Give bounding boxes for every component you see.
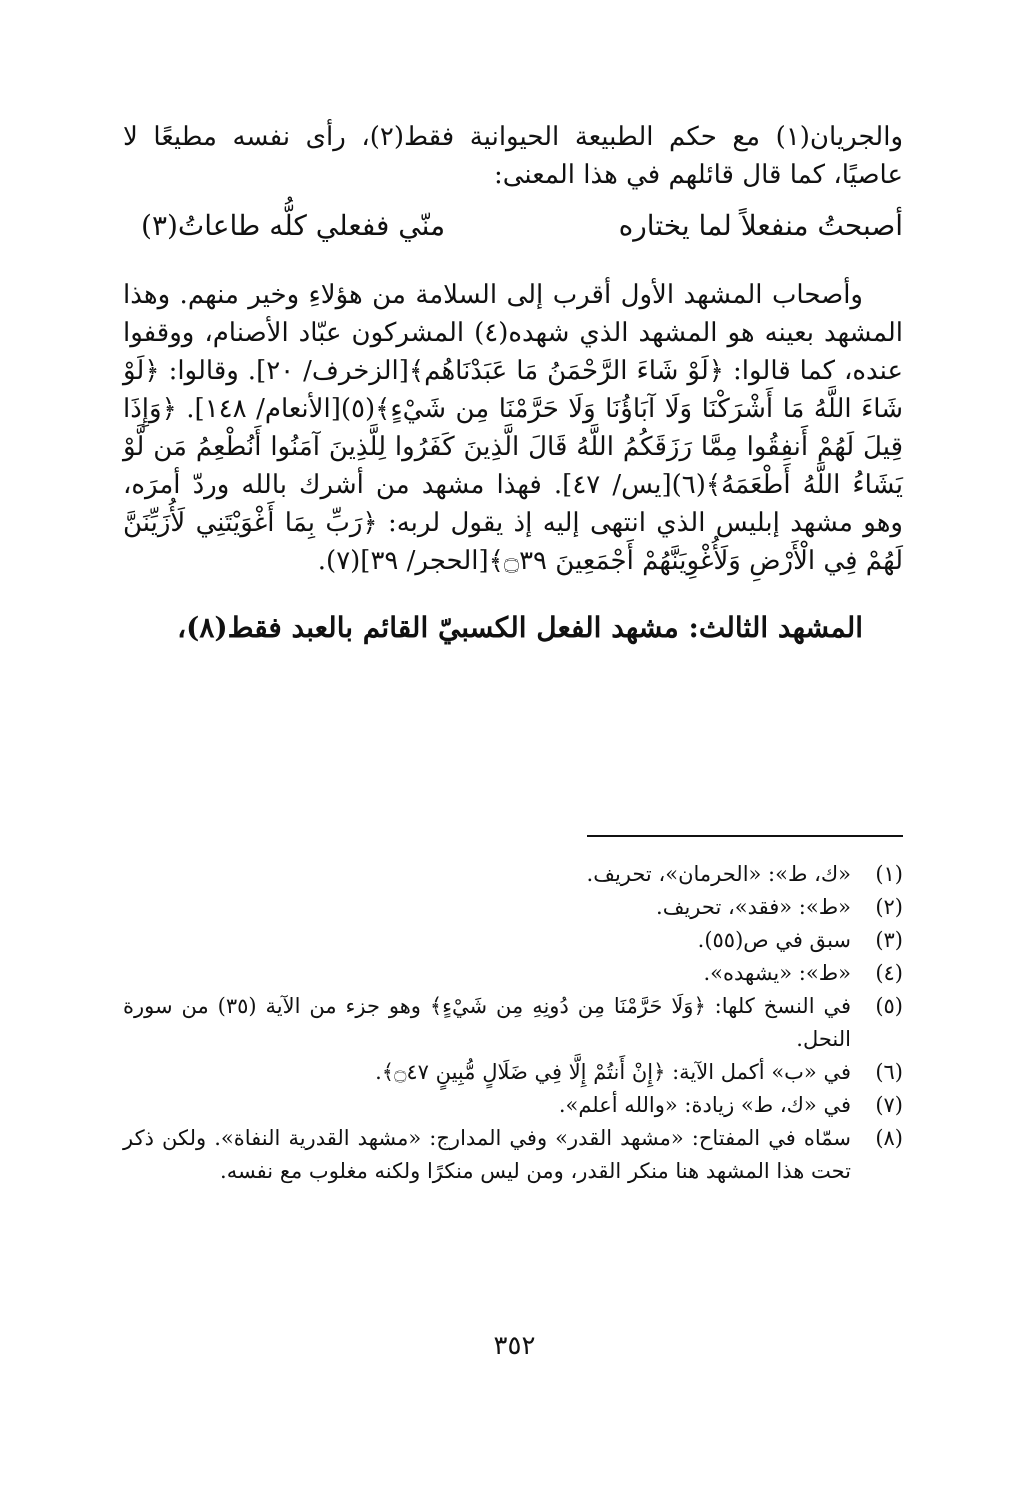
footnote-text: في النسخ كلها: ﴿وَلَا حَرَّمْنَا مِن دُونِهِ مِن شَيْءٍ﴾ وهو جزء من الآية (٣٥) من سورة النحل.	[123, 994, 851, 1051]
footnote-number: (٣)	[875, 928, 903, 952]
section-heading-third-scene: المشهد الثالث: مشهد الفعل الكسبيّ القائم بالعبد فقط(٨)،	[177, 611, 863, 644]
footnote-item	[123, 1122, 903, 1188]
footnote-text: في «ك، ط» زيادة: «والله أعلم».	[558, 1093, 851, 1117]
footnote-text: سبق في ص(٥٥).	[697, 928, 851, 952]
footnote-item	[123, 891, 903, 924]
page-number: ٣٥٢	[493, 1331, 536, 1361]
footnote-item	[123, 1089, 903, 1122]
footnote-number: (١)	[875, 862, 903, 886]
footnote-item	[123, 858, 903, 891]
footnote-item	[123, 924, 903, 957]
footnote-number: (٧)	[875, 1093, 903, 1117]
footnote-number: (٨)	[875, 1126, 903, 1150]
footnote-text: «ك، ط»: «الحرمان»، تحريف.	[586, 862, 851, 886]
footnote-text: سمّاه في المفتاح: «مشهد القدر» وفي المدارج: «مشهد القدرية النفاة». ولكن ذكر تحت هذا المشهد هنا منكر القدر، ومن ليس منكرًا ولكنه مغلوب مع نفسه.	[123, 1126, 851, 1183]
footnotes-list	[123, 858, 903, 1188]
footnote-text: في «ب» أكمل الآية: ﴿إِنْ أَنتُمْ إِلَّا فِي ضَلَالٍ مُّبِينٍ ۝٤٧﴾.	[375, 1060, 851, 1084]
footnote-separator	[587, 835, 903, 837]
footnote-number: (٥)	[875, 994, 903, 1018]
footnote-text: «ط»: «يشهده».	[703, 961, 851, 985]
footnote-item	[123, 1056, 903, 1089]
footnote-number: (٦)	[875, 1060, 903, 1084]
footnote-number: (٢)	[875, 895, 903, 919]
footnote-item	[123, 957, 903, 990]
footnote-item	[123, 990, 903, 1056]
paragraph-intro: والجريان(١) مع حكم الطبيعة الحيوانية فقط(٢)، رأى نفسه مطيعًا لا عاصيًا، كما قال قائلهم في هذا المعنى:	[123, 122, 904, 190]
footnote-text: «ط»: «فقد»، تحريف.	[656, 895, 851, 919]
poetry-verse	[123, 204, 903, 248]
paragraph-second-scene: وأصحاب المشهد الأول أقرب إلى السلامة من هؤلاءِ وخير منهم. وهذا المشهد بعينه هو المشهد الذي شهده(٤) المشركون عبّاد الأصنام، ووقفوا عنده، كما قالوا: ﴿لَوْ شَاءَ الرَّحْمَنُ مَا عَبَدْنَاهُم﴾[الزخرف/ ٢٠]. وقالوا: ﴿لَوْ شَاءَ اللَّهُ مَا أَشْرَكْنَا وَلَا آبَاؤُنَا وَلَا حَرَّمْنَا مِن شَيْءٍ﴾(٥)[الأنعام/ ١٤٨]. ﴿وَإِذَا قِيلَ لَهُمْ أَنفِقُوا مِمَّا رَزَقَكُمُ اللَّهُ قَالَ الَّذِينَ كَفَرُوا لِلَّذِينَ آمَنُوا أَنُطْعِمُ مَن لَّوْ يَشَاءُ اللَّهُ أَطْعَمَهُ﴾(٦)[يس/ ٤٧]. فهذا مشهد من أشرك بالله وردّ أمرَه، وهو مشهد إبليس الذي انتهى إليه إذ يقول لربه: ﴿رَبِّ بِمَا أَغْوَيْتَنِي لَأُزَيِّنَنَّ لَهُمْ فِي الْأَرْضِ وَلَأُغْوِيَنَّهُمْ أَجْمَعِينَ ۝٣٩﴾[الحجر/ ٣٩](٧).	[123, 280, 903, 576]
main-text	[123, 118, 903, 648]
verse-first-hemistich: أصبحتُ منفعلاً لما يختاره	[618, 209, 903, 242]
footnote-number: (٤)	[875, 961, 903, 985]
verse-second-hemistich: منّي ففعلي كلُّه طاعاتُ(٣)	[141, 209, 446, 242]
